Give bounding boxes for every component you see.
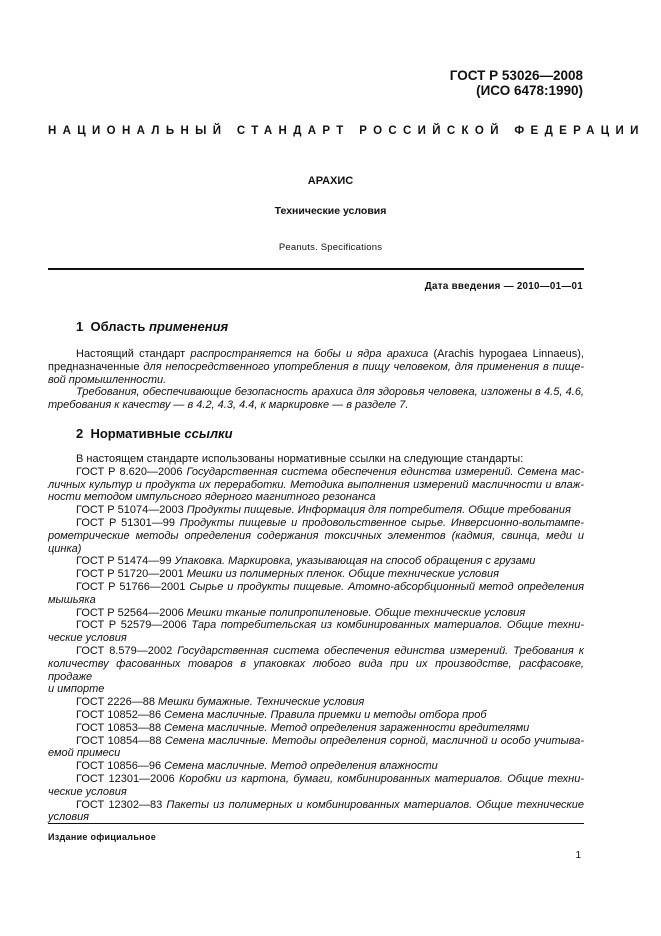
- reference-title: емой примеси: [48, 747, 121, 760]
- scope-text: предназначенные: [48, 360, 140, 373]
- scope-text-italic: для непосредственного употребления в пищу человеком, для применения в пище-: [143, 360, 584, 373]
- reference-title: Сырье и продукты пищевые. Атомно-абсорбционный метод определения: [189, 580, 584, 593]
- reference-code: ГОСТ Р 52579—2006: [76, 619, 187, 632]
- reference-line: [48, 658, 584, 684]
- section-1-paragraph-1-line-3: [48, 374, 584, 387]
- reference-code: ГОСТ Р 51074—2003: [76, 504, 184, 517]
- reference-code: ГОСТ 10856—96: [76, 760, 162, 773]
- reference-title: Коробки из картона, бумаги, комбинированных материалов. Общие техни-: [178, 772, 585, 785]
- reference-line: [48, 568, 584, 581]
- reference-line: [48, 594, 584, 607]
- reference-title: и импорте: [48, 683, 105, 696]
- scope-text-italic: распространяется на бобы и ядра арахиса: [190, 348, 429, 360]
- reference-line: [48, 683, 584, 696]
- reference-title: Государственная система обеспечения единства измерений. Требования к: [177, 644, 584, 657]
- section-2-title-italic: ссылки: [184, 426, 233, 441]
- reference-title: Упаковка. Маркировка, указывающая на способ обращения с грузами: [174, 555, 536, 568]
- reference-title: ности методом импульсного ядерного магнитного резонанса: [48, 491, 376, 504]
- reference-title: ческие условия: [48, 632, 127, 645]
- reference-title: Продукты пищевые и продовольственное сырье. Инверсионно-вольтампе-: [179, 516, 585, 529]
- reference-line: [48, 543, 584, 556]
- reference-title: Семена масличные. Правила приемки и методы отбора проб: [164, 708, 487, 721]
- reference-line: [48, 786, 584, 799]
- iso-number: (ИСО 6478:1990): [476, 83, 583, 98]
- reference-code: ГОСТ Р 8.620—2006: [76, 465, 183, 478]
- reference-code: ГОСТ 10854—88: [76, 734, 162, 747]
- reference-line: [48, 722, 584, 735]
- section-2-body: [48, 453, 584, 824]
- reference-line: [48, 632, 584, 645]
- document-title: АРАХИС: [307, 175, 354, 187]
- reference-line: [48, 735, 584, 748]
- section-1-title-italic: применения: [149, 319, 229, 334]
- reference-line: [48, 696, 584, 709]
- reference-line: [48, 607, 584, 620]
- reference-line: [48, 645, 584, 658]
- section-1-number: 1: [76, 319, 84, 334]
- reference-title: рометрические методы определения содержания токсичных элементов (кадмия, свинца, меди и: [48, 529, 584, 542]
- reference-line: [48, 504, 584, 517]
- reference-title: Семена масличные. Метод определения зараженности вредителями: [164, 721, 530, 734]
- reference-code: ГОСТ 10853—88: [76, 721, 162, 734]
- reference-title: Семена масличные. Методы определения сорной, масличной и особо учитыва-: [164, 734, 584, 747]
- reference-title: ческие условия: [48, 785, 127, 798]
- section-1-paragraph-1-line-2: [48, 361, 584, 374]
- official-edition-label: Издание официальное: [48, 832, 157, 842]
- reference-title: Тара потребительская из комбинированных материалов. Общие техни-: [191, 619, 585, 632]
- reference-code: ГОСТ Р 51301—99: [76, 516, 175, 529]
- reference-line: [48, 709, 584, 722]
- page-number: 1: [575, 850, 581, 861]
- standard-number: ГОСТ Р 53026—2008: [449, 68, 583, 83]
- section-1-title-plain: Область: [90, 319, 146, 334]
- reference-code: ГОСТ Р 51720—2001: [76, 568, 184, 581]
- reference-line: [48, 555, 584, 568]
- reference-line: [48, 581, 584, 594]
- reference-line: [48, 517, 584, 530]
- reference-code: ГОСТ Р 51474—99: [76, 555, 172, 568]
- scope-text-latin: (Arachis hypogaea Linnaeus),: [433, 348, 584, 360]
- scope-text: Настоящий стандарт: [76, 348, 186, 360]
- reference-line: [48, 799, 584, 812]
- introduction-date: Дата введения — 2010—01—01: [424, 281, 583, 292]
- reference-title: Государственная система обеспечения единства измерений. Семена мас-: [186, 465, 584, 478]
- reference-title: количеству фасованных товаров в упаковках любого вида при их производстве, расфасовке, продаже: [48, 657, 584, 683]
- reference-code: ГОСТ Р 52564—2006: [76, 606, 184, 619]
- reference-title: цинка): [48, 542, 82, 555]
- reference-line: [48, 760, 584, 773]
- reference-line: [48, 466, 584, 479]
- section-1-body: [48, 348, 584, 412]
- title-rule: [48, 268, 584, 270]
- section-1-paragraph-2-line-2: [48, 399, 584, 412]
- scope-text-italic: вой промышленности.: [48, 373, 167, 386]
- scope-text-italic: требования к качеству — в 4.2, 4.3, 4.4, к маркировке — в разделе 7.: [48, 399, 409, 412]
- section-1-paragraph-1-line-1: [48, 348, 584, 361]
- reference-title: Мешки из полимерных пленок. Общие технические условия: [186, 568, 500, 581]
- section-2-title-plain: Нормативные: [90, 426, 181, 441]
- reference-title: личных культур и продукта их переработки. Методика выполнения измерений масличности и влаж-: [48, 478, 584, 491]
- section-2-heading: [76, 426, 233, 441]
- references-intro: В настоящем стандарте использованы нормативные ссылки на следующие стандарты:: [76, 453, 524, 465]
- reference-title: условия: [48, 811, 90, 824]
- section-1-heading: [76, 319, 228, 334]
- reference-line: [48, 479, 584, 492]
- document-subtitle: Технические условия: [274, 205, 387, 217]
- scope-text-italic: Требования, обеспечивающие безопасность арахиса для здоровья человека, изложены в 4.5, 4.6,: [76, 386, 584, 399]
- reference-title: Мешки бумажные. Технические условия: [158, 696, 365, 709]
- reference-title: Продукты пищевые. Информация для потребителя. Общие требования: [186, 504, 571, 517]
- reference-line: [48, 773, 584, 786]
- reference-title: мышьяка: [48, 593, 96, 606]
- reference-code: ГОСТ 12302—83: [76, 798, 163, 811]
- reference-title: Пакеты из полимерных и комбинированных материалов. Общие технические: [166, 798, 584, 811]
- reference-code: ГОСТ 12301—2006: [76, 772, 175, 785]
- reference-code: ГОСТ Р 51766—2001: [76, 580, 186, 593]
- reference-line: [48, 619, 584, 632]
- footer-rule: [48, 823, 584, 824]
- reference-line: [48, 747, 584, 760]
- section-1-paragraph-2-line-1: [48, 386, 584, 399]
- national-standard-banner: НАЦИОНАЛЬНЫЙ СТАНДАРТ РОССИЙСКОЙ ФЕДЕРАЦИИ: [48, 125, 645, 137]
- reference-title: Семена масличные. Метод определения влажности: [164, 760, 438, 773]
- reference-code: ГОСТ 8.579—2002: [76, 644, 173, 657]
- reference-code: ГОСТ 2226—88: [76, 696, 155, 709]
- reference-line: [48, 530, 584, 543]
- section-2-number: 2: [76, 426, 84, 441]
- reference-code: ГОСТ 10852—86: [76, 708, 162, 721]
- reference-line: [48, 491, 584, 504]
- english-title: Peanuts. Specifications: [278, 242, 383, 253]
- reference-title: Мешки тканые полипропиленовые. Общие технические условия: [186, 606, 526, 619]
